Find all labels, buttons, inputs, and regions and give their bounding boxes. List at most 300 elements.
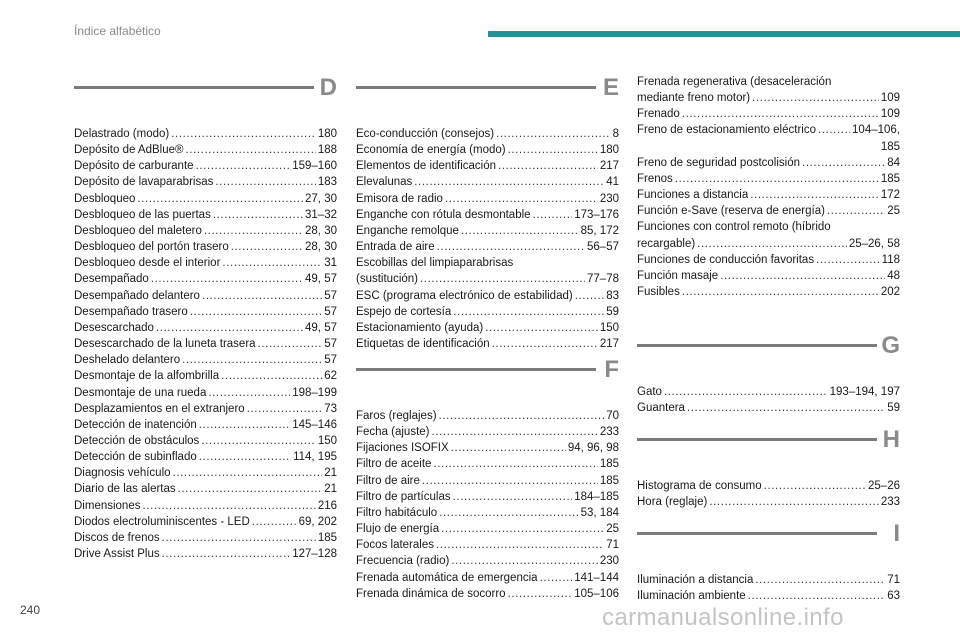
index-entry-term: Escobillas del limpiaparabrisas <box>356 257 514 270</box>
section-header <box>356 74 619 126</box>
index-entry <box>637 572 900 588</box>
index-entry-pages: 233 <box>880 496 900 509</box>
section-letter: E <box>602 74 619 101</box>
index-entry-pages: 49, 57 <box>305 321 337 334</box>
index-entry <box>356 505 619 521</box>
index-entry-term: Desescarchado de la luneta trasera <box>74 338 256 351</box>
index-entry-pages: 173–176 <box>574 208 619 221</box>
dot-leader <box>664 384 828 400</box>
index-entry-term: Desbloqueo de las puertas <box>74 208 211 221</box>
index-entry-term: Desplazamientos en el extranjero <box>74 402 245 415</box>
index-entry <box>74 191 337 207</box>
dot-leader <box>498 158 598 174</box>
index-entry-pages: 183 <box>317 176 337 189</box>
index-entry-pages: 71 <box>887 574 900 586</box>
dot-leader <box>461 223 579 239</box>
index-entry-term: Emisora de radio <box>356 192 443 205</box>
index-entry-pages: 27, 30 <box>305 192 337 205</box>
dot-leader <box>451 440 566 456</box>
dot-leader <box>156 320 303 336</box>
index-entry-pages: 185 <box>880 140 900 153</box>
section-header <box>637 426 900 478</box>
index-entry <box>74 223 337 239</box>
dot-leader <box>142 498 315 514</box>
index-entry <box>637 252 900 268</box>
index-entry-term: Diagnosis vehículo <box>74 467 171 480</box>
dot-leader <box>748 588 886 604</box>
dot-leader <box>162 546 291 562</box>
index-entry <box>356 255 619 287</box>
dot-leader <box>222 255 322 271</box>
index-entry <box>74 465 337 481</box>
dot-leader <box>182 352 322 368</box>
index-entry-list <box>637 478 900 510</box>
index-entry-term: Desescarchado <box>74 321 154 334</box>
dot-leader <box>682 284 879 300</box>
index-entry-pages: 56–57 <box>587 241 619 254</box>
index-entry <box>356 207 619 223</box>
index-entry-pages: 233 <box>599 426 619 439</box>
index-entry-pages: 59 <box>606 305 619 318</box>
section-f <box>356 356 619 602</box>
index-entry-pages: 105–106 <box>574 587 619 600</box>
index-entry <box>74 417 337 433</box>
index-entry-pages: 216 <box>317 499 337 512</box>
index-entry-term: Iluminación ambiente <box>637 590 746 603</box>
section-header <box>637 520 900 572</box>
index-entry <box>637 106 900 122</box>
index-entry <box>637 268 900 284</box>
dot-leader <box>575 288 605 304</box>
section-divider <box>637 344 877 347</box>
index-entry-term: Histograma de consumo <box>637 480 762 492</box>
index-entry-term: Espejo de cortesía <box>356 305 452 318</box>
section-header <box>637 332 900 384</box>
index-entry <box>74 530 337 546</box>
index-entry-term: Enganche con rótula desmontable <box>356 208 531 221</box>
dot-leader <box>492 336 598 352</box>
index-entry <box>637 588 900 604</box>
index-entry <box>74 498 337 514</box>
dot-leader <box>496 126 611 142</box>
index-entry <box>637 155 900 171</box>
index-entry-pages: 159–160 <box>292 160 337 173</box>
index-entry <box>637 74 900 106</box>
dot-leader <box>764 478 866 494</box>
index-entry-pages: 145–146 <box>292 418 337 431</box>
index-entry <box>74 320 337 336</box>
index-entry-term: Depósito de lavaparabrisas <box>74 176 214 189</box>
index-entry-term: Estacionamiento (ayuda) <box>356 321 484 334</box>
index-entry-term: Eco-conducción (consejos) <box>356 128 495 140</box>
dot-leader <box>137 191 303 207</box>
index-entry <box>356 473 619 489</box>
index-entry <box>74 401 337 417</box>
index-entry <box>356 126 619 142</box>
index-entry-term: Dimensiones <box>74 499 141 512</box>
index-entry <box>74 336 337 352</box>
index-entry-term: Drive Assist Plus <box>74 548 160 561</box>
section-divider <box>637 438 877 441</box>
index-entry-term: Desempañado delantero <box>74 289 200 302</box>
index-entry-line <box>637 236 900 252</box>
dot-leader <box>215 174 315 190</box>
dot-leader <box>199 449 291 465</box>
index-entry-pages: 109 <box>880 108 900 121</box>
index-entry-term: Desbloqueo del portón trasero <box>74 241 229 254</box>
index-entry <box>74 385 337 401</box>
index-entry <box>637 171 900 187</box>
dot-leader <box>436 537 604 553</box>
index-entry-pages: 71 <box>606 539 619 552</box>
index-entry-pages: 59 <box>887 402 900 415</box>
index-entry <box>74 207 337 223</box>
index-entry-term: Enganche remolque <box>356 224 459 237</box>
index-entry-pages: 104–106, <box>852 124 900 137</box>
index-entry-list <box>637 572 900 604</box>
dot-leader <box>508 142 598 158</box>
index-entry <box>74 239 337 255</box>
index-entry-pages: 185 <box>880 172 900 185</box>
index-column-3 <box>637 74 900 603</box>
dot-leader <box>439 505 578 521</box>
index-entry-pages: 217 <box>599 338 619 351</box>
index-entry-term: Desbloqueo desde el interior <box>74 257 221 270</box>
index-entry-pages: 180 <box>317 128 337 140</box>
index-entry <box>356 142 619 158</box>
watermark: carmanualsonline.info <box>602 604 844 631</box>
index-entry <box>74 158 337 174</box>
index-entry-pages: 230 <box>599 555 619 568</box>
index-entry <box>637 478 900 494</box>
index-entry-term: Filtro de aceite <box>356 458 432 471</box>
index-entry-pages: 127–128 <box>292 548 337 561</box>
index-entry-term: mediante freno motor) <box>637 92 751 105</box>
index-entry-term: Desmontaje de la alfombrilla <box>74 370 220 383</box>
dot-leader <box>709 494 879 510</box>
dot-leader <box>208 385 290 401</box>
dot-leader <box>202 288 322 304</box>
index-entry-pages: 41 <box>606 176 619 189</box>
index-entry-term: Etiquetas de identificación <box>356 338 490 351</box>
index-entry-term: Detección de inatención <box>74 418 197 431</box>
index-entry-pages: 84 <box>887 156 900 169</box>
index-entry <box>356 408 619 424</box>
index-entry <box>74 546 337 562</box>
index-entry-term: Frecuencia (radio) <box>356 555 450 568</box>
index-entry-term: Frenada dinámica de socorro <box>356 587 506 600</box>
index-entry-pages: 57 <box>324 354 337 367</box>
index-entry-pages: 57 <box>324 305 337 318</box>
index-entry-pages: 85, 172 <box>580 224 619 237</box>
index-entry <box>356 553 619 569</box>
dot-leader <box>441 521 604 537</box>
dot-leader <box>178 481 323 497</box>
index-entry <box>74 514 337 530</box>
index-entry-pages: 217 <box>599 160 619 173</box>
index-entry <box>356 586 619 602</box>
index-entry-pages: 83 <box>606 289 619 302</box>
index-entry-term: Filtro de partículas <box>356 490 451 503</box>
index-entry-line <box>356 271 619 287</box>
index-entry-pages: 141–144 <box>574 571 619 584</box>
index-entry-term: Gato <box>637 386 662 398</box>
index-entry <box>356 288 619 304</box>
index-entry-term: Fusibles <box>637 286 680 299</box>
index-entry <box>356 158 619 174</box>
index-entry-list <box>356 408 619 602</box>
index-entry-pages: 185 <box>599 458 619 471</box>
index-entry-term: Funciones con control remoto (híbrido <box>637 221 831 234</box>
index-entry-term: Flujo de energía <box>356 523 440 536</box>
dot-leader <box>199 417 290 433</box>
index-entry-term: Frenada regenerativa (desaceleración <box>637 76 832 88</box>
index-entry-pages: 48 <box>887 269 900 282</box>
index-entry-pages: 25–26, 58 <box>848 237 900 250</box>
index-entry-pages: 150 <box>317 434 337 447</box>
dot-leader <box>204 223 303 239</box>
dot-leader <box>453 489 573 505</box>
index-entry-term: Función e-Save (reserva de energía) <box>637 205 825 218</box>
index-entry-pages: 185 <box>599 474 619 487</box>
dot-leader <box>687 400 885 416</box>
section-divider <box>356 86 596 89</box>
index-entry-pages: 70 <box>606 410 619 422</box>
index-entry-list <box>637 74 900 300</box>
index-entry <box>74 288 337 304</box>
dot-leader <box>231 239 303 255</box>
index-entry-term: Desmontaje de una rueda <box>74 386 207 399</box>
index-entry <box>356 489 619 505</box>
dot-leader <box>162 530 316 546</box>
index-entry-pages: 188 <box>317 144 337 157</box>
dot-leader <box>221 368 322 384</box>
index-entry-list <box>637 384 900 416</box>
index-entry <box>637 203 900 219</box>
index-entry-term: Elevalunas <box>356 176 413 189</box>
index-entry-term: ESC (programa electrónico de estabilidad) <box>356 289 573 302</box>
index-entry-pages: 8 <box>612 128 619 140</box>
index-entry-term: Hora (reglaje) <box>637 496 708 509</box>
index-entry-term: Entrada de aire <box>356 241 435 254</box>
index-entry-term: Deshelado delantero <box>74 354 181 367</box>
index-entry-pages: 77–78 <box>587 273 619 286</box>
header-title: Índice alfabético <box>74 24 161 38</box>
dot-leader <box>453 304 604 320</box>
index-entry <box>637 384 900 400</box>
index-entry-term: Desbloqueo <box>74 192 136 205</box>
index-entry-term: Depósito de carburante <box>74 160 194 173</box>
section-header <box>74 74 337 126</box>
index-entry-pages: 31 <box>324 257 337 270</box>
index-entry <box>637 494 900 510</box>
index-entry <box>637 187 900 203</box>
index-entry-term: Diario de las alertas <box>74 483 176 496</box>
index-entry-term: Detección de obstáculos <box>74 434 200 447</box>
index-entry-term: Función masaje <box>637 269 719 282</box>
index-entry-term: Funciones a distancia <box>637 189 749 202</box>
dot-leader <box>540 570 573 586</box>
index-entry-term: Delastrado (modo) <box>74 128 170 140</box>
index-entry <box>356 424 619 440</box>
dot-leader <box>508 586 573 602</box>
index-entry <box>356 456 619 472</box>
index-entry-pages: 172 <box>880 189 900 202</box>
index-entry-pages: 28, 30 <box>305 241 337 254</box>
index-entry-term: Detección de subinflado <box>74 451 197 464</box>
section-letter: I <box>893 520 900 547</box>
section-header <box>356 356 619 408</box>
index-entry <box>74 352 337 368</box>
index-entry-term: Filtro habitáculo <box>356 506 438 519</box>
index-entry-pages: 49, 57 <box>305 273 337 286</box>
index-entry-pages: 73 <box>324 402 337 415</box>
index-entry-pages: 21 <box>324 467 337 480</box>
index-entry <box>356 191 619 207</box>
dot-leader <box>433 456 597 472</box>
section-letter: D <box>319 74 337 101</box>
index-entry-pages: 230 <box>599 192 619 205</box>
index-entry-list <box>356 126 619 352</box>
index-entry <box>74 368 337 384</box>
index-entry-pages: 63 <box>887 590 900 603</box>
dot-leader <box>186 142 316 158</box>
section-divider <box>74 86 314 89</box>
section-e <box>356 74 619 352</box>
index-entry <box>356 440 619 456</box>
dot-leader <box>432 424 598 440</box>
dot-leader <box>827 203 885 219</box>
index-entry <box>356 521 619 537</box>
dot-leader <box>422 473 598 489</box>
dot-leader <box>752 90 879 106</box>
index-entry-pages: 25 <box>606 523 619 536</box>
index-entry <box>356 174 619 190</box>
dot-leader <box>252 514 297 530</box>
dot-leader <box>445 191 598 207</box>
index-entry-pages: 109 <box>880 92 900 105</box>
dot-leader <box>151 271 303 287</box>
index-entry-term: Desempañado trasero <box>74 305 188 318</box>
index-entry <box>74 174 337 190</box>
index-entry <box>637 122 900 154</box>
index-entry-pages: 57 <box>324 338 337 351</box>
index-entry-term: Frenado <box>637 108 680 121</box>
index-entry <box>74 126 337 142</box>
section-divider <box>356 368 596 371</box>
index-entry <box>74 481 337 497</box>
index-entry-term: Frenada automática de emergencia <box>356 571 538 584</box>
index-entry-pages: 57 <box>324 289 337 302</box>
index-entry <box>74 433 337 449</box>
dot-leader <box>258 336 323 352</box>
index-entry <box>637 219 900 251</box>
index-entry-term: Elementos de identificación <box>356 160 496 173</box>
section-letter: G <box>881 332 900 359</box>
index-entry-pages: 202 <box>880 286 900 299</box>
index-entry-term: Guantera <box>637 402 685 415</box>
dot-leader <box>437 239 585 255</box>
section-divider <box>637 532 877 535</box>
index-entry-pages: 185 <box>317 531 337 544</box>
index-entry <box>74 271 337 287</box>
index-entry <box>356 239 619 255</box>
index-entry <box>637 400 900 416</box>
index-entry-term: Desempañado <box>74 273 149 286</box>
index-entry-pages: 198–199 <box>292 386 337 399</box>
dot-leader <box>755 572 885 588</box>
index-entry-pages: 25–26 <box>868 480 900 492</box>
index-entry <box>356 336 619 352</box>
index-entry-pages: 118 <box>881 253 900 266</box>
section-letter: F <box>604 356 619 383</box>
index-entry-term: recargable) <box>637 237 696 250</box>
index-entry-pages: 114, 195 <box>293 451 337 464</box>
dot-leader <box>171 126 316 142</box>
index-entry-line <box>637 122 900 138</box>
index-entry-pages: 28, 30 <box>305 224 337 237</box>
dot-leader <box>201 433 316 449</box>
section-d <box>74 74 337 562</box>
index-entry-term: Frenos <box>637 172 673 185</box>
index-entry <box>637 284 900 300</box>
dot-leader <box>451 553 597 569</box>
dot-leader <box>247 401 323 417</box>
index-entry-pages: 31–32 <box>305 208 337 221</box>
dot-leader <box>816 252 880 268</box>
index-column-1 <box>74 74 337 562</box>
dot-leader <box>697 236 847 252</box>
index-entry-term: Discos de frenos <box>74 531 160 544</box>
index-entry-pages: 25 <box>887 205 900 218</box>
dot-leader <box>414 174 604 190</box>
section-h <box>637 426 900 510</box>
dot-leader <box>190 304 322 320</box>
dot-leader <box>173 465 323 481</box>
page-number: 240 <box>20 603 41 617</box>
index-entry <box>356 320 619 336</box>
index-entry-pages: 21 <box>324 483 337 496</box>
index-entry-pages: 62 <box>324 370 337 383</box>
index-entry <box>74 255 337 271</box>
dot-leader <box>802 155 885 171</box>
index-entry-term: Freno de seguridad postcolisión <box>637 156 801 169</box>
index-entry-term: Diodos electroluminiscentes - LED <box>74 515 250 528</box>
index-entry <box>356 537 619 553</box>
index-entry-pages: 69, 202 <box>298 515 337 528</box>
index-entry-term: Funciones de conducción favoritas <box>637 253 815 266</box>
index-entry-pages: 53, 184 <box>580 506 619 519</box>
header-accent-bar <box>488 31 960 37</box>
index-entry-term: Focos laterales <box>356 539 434 552</box>
index-entry-term: Desbloqueo del maletero <box>74 224 202 237</box>
index-entry <box>356 223 619 239</box>
index-entry-term: Iluminación a distancia <box>637 574 754 586</box>
section-g <box>637 332 900 416</box>
dot-leader <box>196 158 291 174</box>
index-entry-term: Faros (reglajes) <box>356 410 437 422</box>
index-entry-pages: 94, 96, 98 <box>567 442 619 455</box>
index-entry-pages: 150 <box>599 321 619 334</box>
index-entry-term: Filtro de aire <box>356 474 420 487</box>
index-column-2 <box>356 74 619 600</box>
index-entry-pages: 193–194, 197 <box>829 386 900 398</box>
index-entry-term: (sustitución) <box>356 273 418 286</box>
index-entry-pages: 184–185 <box>574 490 619 503</box>
dot-leader <box>675 171 879 187</box>
dot-leader <box>750 187 879 203</box>
dot-leader <box>213 207 303 223</box>
